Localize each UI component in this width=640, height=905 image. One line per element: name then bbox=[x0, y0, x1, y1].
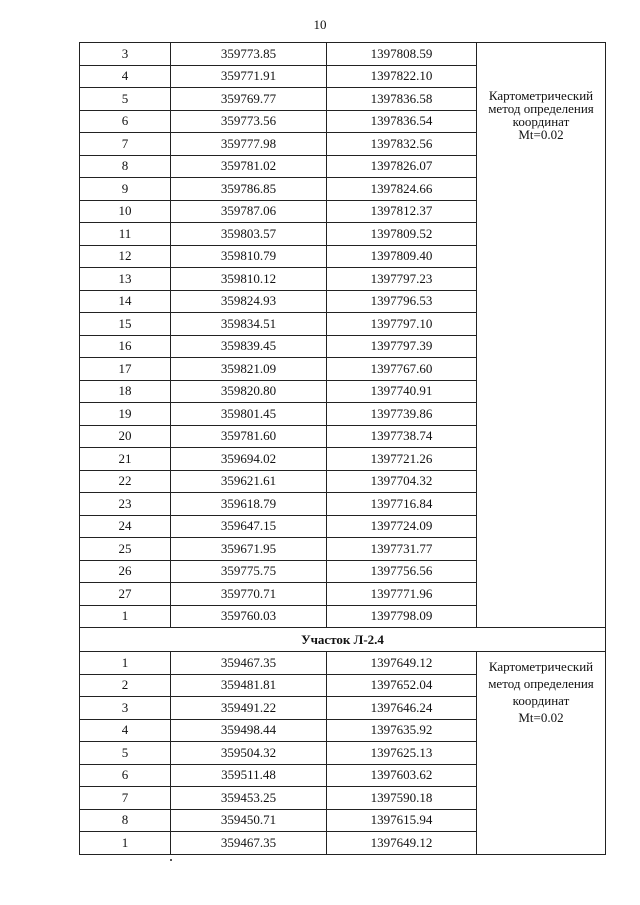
coordinate-y: 1397652.04 bbox=[327, 674, 477, 697]
point-number: 4 bbox=[80, 719, 171, 742]
coordinate-x: 359834.51 bbox=[171, 313, 327, 336]
coordinate-y: 1397724.09 bbox=[327, 515, 477, 538]
coordinates-table bbox=[79, 42, 606, 855]
coordinate-x: 359511.48 bbox=[171, 764, 327, 787]
point-number: 18 bbox=[80, 380, 171, 403]
point-number: 5 bbox=[80, 742, 171, 765]
coordinate-x: 359481.81 bbox=[171, 674, 327, 697]
coordinate-x: 359760.03 bbox=[171, 605, 327, 628]
method-line: Mt=0.02 bbox=[518, 127, 564, 142]
point-number: 26 bbox=[80, 560, 171, 583]
coordinate-y: 1397826.07 bbox=[327, 155, 477, 178]
coordinate-y: 1397615.94 bbox=[327, 809, 477, 832]
method-line: метод определения bbox=[488, 676, 594, 691]
coordinate-y: 1397590.18 bbox=[327, 787, 477, 810]
coordinate-x: 359781.60 bbox=[171, 425, 327, 448]
coordinate-x: 359769.77 bbox=[171, 88, 327, 111]
point-number: 9 bbox=[80, 178, 171, 201]
coordinate-x: 359467.35 bbox=[171, 652, 327, 675]
point-number: 3 bbox=[80, 43, 171, 66]
coordinate-y: 1397721.26 bbox=[327, 448, 477, 471]
point-number: 14 bbox=[80, 290, 171, 313]
point-number: 1 bbox=[80, 605, 171, 628]
method-cell bbox=[477, 43, 606, 628]
point-number: 13 bbox=[80, 268, 171, 291]
coordinate-x: 359694.02 bbox=[171, 448, 327, 471]
coordinate-x: 359777.98 bbox=[171, 133, 327, 156]
coordinate-x: 359453.25 bbox=[171, 787, 327, 810]
coordinate-x: 359787.06 bbox=[171, 200, 327, 223]
coordinate-y: 1397797.10 bbox=[327, 313, 477, 336]
coordinate-y: 1397797.39 bbox=[327, 335, 477, 358]
method-line: Картометрический bbox=[488, 88, 594, 103]
point-number: 22 bbox=[80, 470, 171, 493]
coordinate-x: 359839.45 bbox=[171, 335, 327, 358]
coordinate-y: 1397635.92 bbox=[327, 719, 477, 742]
point-number: 1 bbox=[80, 652, 171, 675]
coordinate-y: 1397809.40 bbox=[327, 245, 477, 268]
coordinate-y: 1397756.56 bbox=[327, 560, 477, 583]
method-cell bbox=[477, 652, 606, 855]
coordinate-x: 359498.44 bbox=[171, 719, 327, 742]
coordinate-x: 359781.02 bbox=[171, 155, 327, 178]
point-number: 6 bbox=[80, 764, 171, 787]
point-number: 21 bbox=[80, 448, 171, 471]
coordinate-y: 1397809.52 bbox=[327, 223, 477, 246]
point-number: 8 bbox=[80, 809, 171, 832]
coordinate-x: 359821.09 bbox=[171, 358, 327, 381]
coordinate-y: 1397836.54 bbox=[327, 110, 477, 133]
point-number: 20 bbox=[80, 425, 171, 448]
point-number: 3 bbox=[80, 697, 171, 720]
method-line: координат bbox=[512, 693, 570, 708]
coordinate-x: 359820.80 bbox=[171, 380, 327, 403]
point-number: 24 bbox=[80, 515, 171, 538]
method-line: Картометрический bbox=[488, 659, 594, 674]
point-number: 19 bbox=[80, 403, 171, 426]
coordinate-y: 1397808.59 bbox=[327, 43, 477, 66]
coordinate-x: 359810.79 bbox=[171, 245, 327, 268]
point-number: 1 bbox=[80, 832, 171, 855]
point-number: 2 bbox=[80, 674, 171, 697]
coordinate-x: 359803.57 bbox=[171, 223, 327, 246]
coordinate-y: 1397603.62 bbox=[327, 764, 477, 787]
coordinate-y: 1397625.13 bbox=[327, 742, 477, 765]
point-number: 11 bbox=[80, 223, 171, 246]
coordinate-y: 1397649.12 bbox=[327, 832, 477, 855]
coordinate-y: 1397836.58 bbox=[327, 88, 477, 111]
point-number: 23 bbox=[80, 493, 171, 516]
coordinate-x: 359450.71 bbox=[171, 809, 327, 832]
point-number: 25 bbox=[80, 538, 171, 561]
point-number: 27 bbox=[80, 583, 171, 606]
method-line: координат bbox=[512, 114, 570, 129]
method-line: Mt=0.02 bbox=[518, 710, 564, 725]
section-title: Участок Л-2.4 bbox=[80, 628, 606, 652]
coordinate-x: 359671.95 bbox=[171, 538, 327, 561]
coordinates-table-body bbox=[80, 43, 606, 855]
method-line: метод определения bbox=[488, 101, 594, 116]
point-number: 12 bbox=[80, 245, 171, 268]
table-row bbox=[80, 43, 606, 66]
point-number: 16 bbox=[80, 335, 171, 358]
coordinate-y: 1397812.37 bbox=[327, 200, 477, 223]
point-number: 6 bbox=[80, 110, 171, 133]
coordinate-x: 359824.93 bbox=[171, 290, 327, 313]
coordinate-y: 1397716.84 bbox=[327, 493, 477, 516]
section-header-row bbox=[80, 628, 606, 652]
point-number: 7 bbox=[80, 787, 171, 810]
point-number: 15 bbox=[80, 313, 171, 336]
coordinate-x: 359810.12 bbox=[171, 268, 327, 291]
coordinate-x: 359786.85 bbox=[171, 178, 327, 201]
coordinate-x: 359771.91 bbox=[171, 65, 327, 88]
point-number: 17 bbox=[80, 358, 171, 381]
coordinate-y: 1397822.10 bbox=[327, 65, 477, 88]
coordinate-y: 1397739.86 bbox=[327, 403, 477, 426]
coordinate-x: 359773.85 bbox=[171, 43, 327, 66]
coordinate-x: 359467.35 bbox=[171, 832, 327, 855]
point-number: 4 bbox=[80, 65, 171, 88]
coordinate-y: 1397771.96 bbox=[327, 583, 477, 606]
coordinate-x: 359647.15 bbox=[171, 515, 327, 538]
coordinate-y: 1397798.09 bbox=[327, 605, 477, 628]
coordinate-y: 1397646.24 bbox=[327, 697, 477, 720]
coordinate-x: 359618.79 bbox=[171, 493, 327, 516]
page-number: 10 bbox=[313, 17, 327, 32]
coordinate-y: 1397740.91 bbox=[327, 380, 477, 403]
coordinate-y: 1397649.12 bbox=[327, 652, 477, 675]
coordinate-y: 1397832.56 bbox=[327, 133, 477, 156]
coordinate-y: 1397704.32 bbox=[327, 470, 477, 493]
coordinate-y: 1397738.74 bbox=[327, 425, 477, 448]
coordinate-y: 1397767.60 bbox=[327, 358, 477, 381]
coordinate-x: 359621.61 bbox=[171, 470, 327, 493]
coordinate-x: 359801.45 bbox=[171, 403, 327, 426]
point-number: 8 bbox=[80, 155, 171, 178]
coordinate-y: 1397797.23 bbox=[327, 268, 477, 291]
point-number: 5 bbox=[80, 88, 171, 111]
coordinate-x: 359504.32 bbox=[171, 742, 327, 765]
coordinate-y: 1397731.77 bbox=[327, 538, 477, 561]
table-row bbox=[80, 652, 606, 675]
coordinate-y: 1397796.53 bbox=[327, 290, 477, 313]
point-number: 7 bbox=[80, 133, 171, 156]
coordinate-y: 1397824.66 bbox=[327, 178, 477, 201]
coordinate-x: 359775.75 bbox=[171, 560, 327, 583]
point-number: 10 bbox=[80, 200, 171, 223]
scan-dot bbox=[170, 859, 172, 861]
coordinate-x: 359491.22 bbox=[171, 697, 327, 720]
coordinate-x: 359773.56 bbox=[171, 110, 327, 133]
coordinate-x: 359770.71 bbox=[171, 583, 327, 606]
